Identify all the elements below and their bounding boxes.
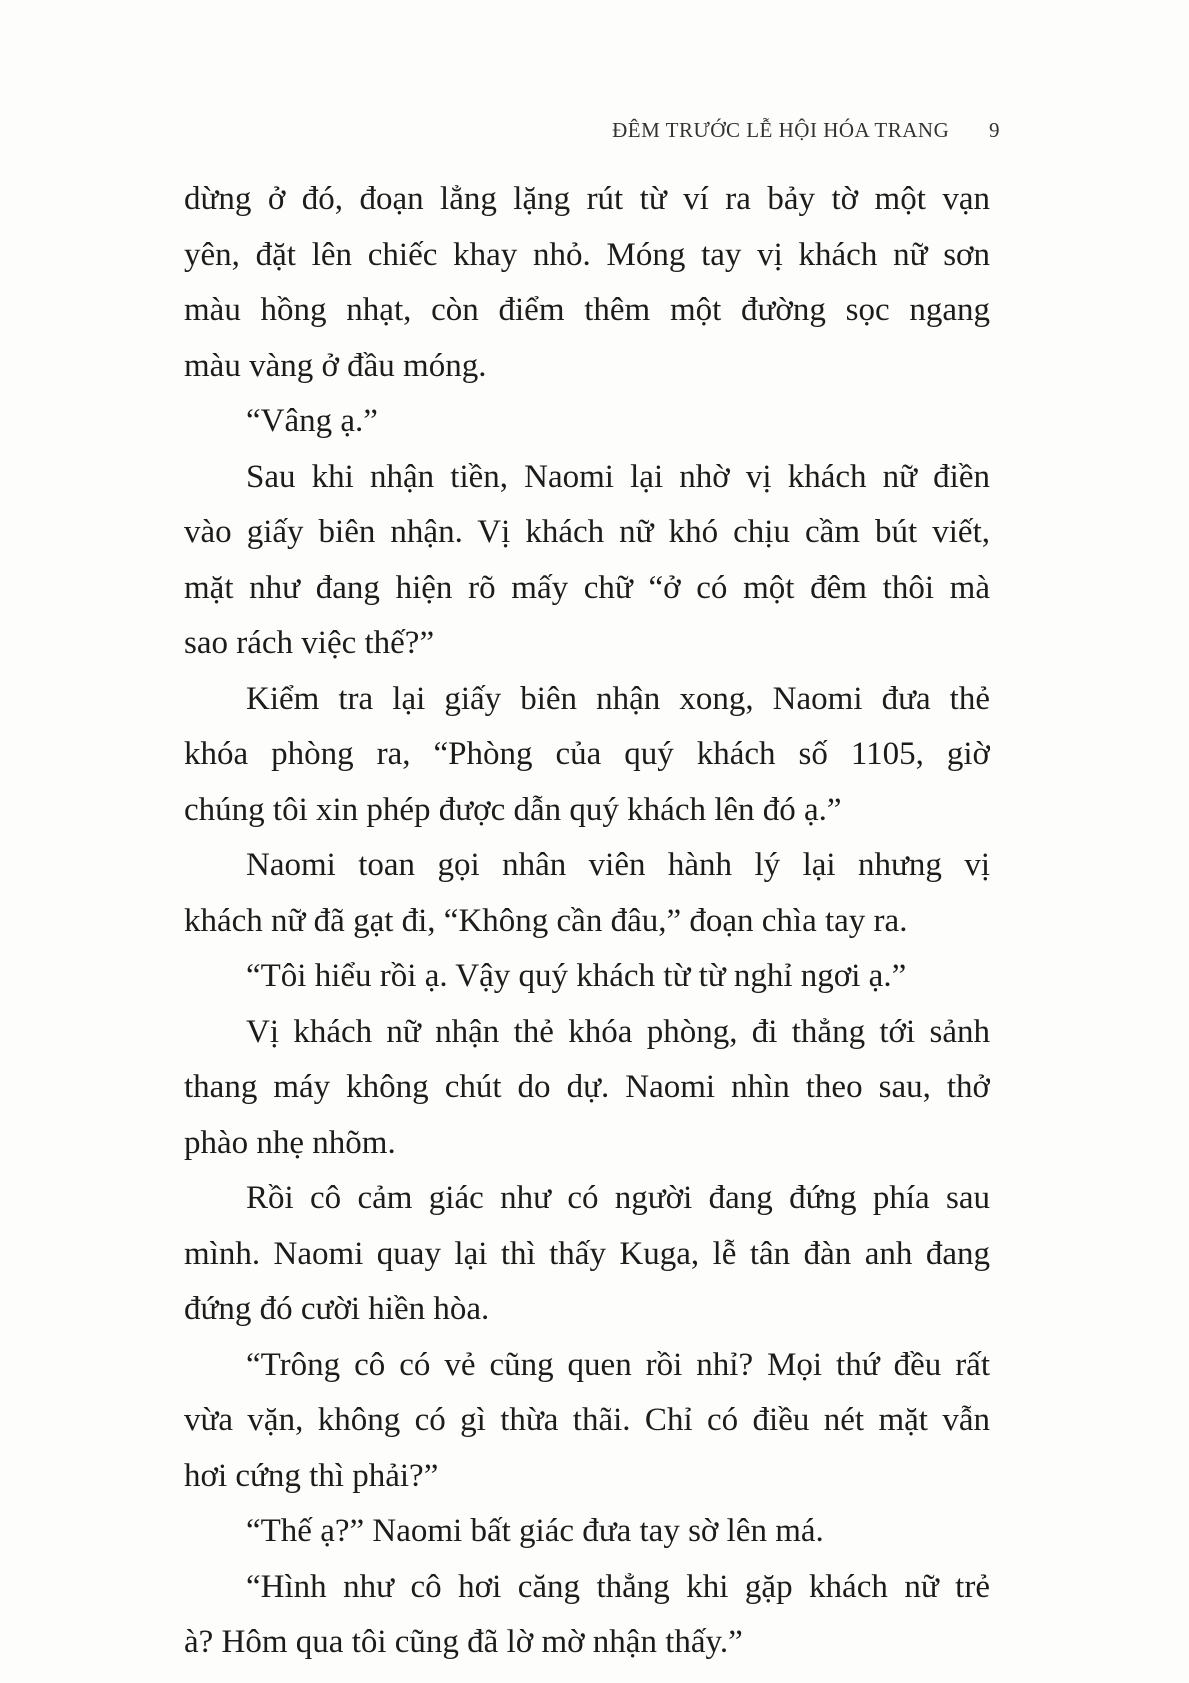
text-line: Kiểm tra lại giấy biên nhận xong, Naomi đưa thẻ — [246, 680, 990, 717]
text-line: phào nhẹ nhõm. — [184, 1124, 396, 1161]
text-line: Naomi toan gọi nhân viên hành lý lại nhưng vị — [246, 847, 990, 883]
text-line: mặt như đang hiện rõ mấy chữ “ở có một đêm thôi mà — [184, 569, 990, 606]
text-line: Vị khách nữ nhận thẻ khóa phòng, đi thẳng tới sảnh — [246, 1013, 990, 1050]
body-text — [184, 172, 990, 1671]
text-line: vừa vặn, không có gì thừa thãi. Chỉ có điều nét mặt vẫn — [184, 1402, 990, 1438]
text-line: hơi cứng thì phải?” — [184, 1457, 439, 1494]
text-line: chúng tôi xin phép được dẫn quý khách lên đó ạ.” — [184, 791, 842, 828]
text-line: Sau khi nhận tiền, Naomi lại nhờ vị khách nữ điền — [246, 458, 990, 495]
text-line: khóa phòng ra, “Phòng của quý khách số 1105, giờ — [184, 736, 990, 772]
text-line: sao rách việc thế?” — [184, 625, 435, 661]
chapter-title: ĐÊM TRƯỚC LỄ HỘI HÓA TRANG — [612, 118, 950, 142]
text-line: “Tôi hiểu rồi ạ. Vậy quý khách từ từ nghỉ ngơi ạ.” — [246, 958, 907, 994]
running-head — [0, 118, 1000, 143]
page-number: 9 — [989, 118, 1000, 142]
text-line: Rồi cô cảm giác như có người đang đứng phía sau — [246, 1180, 990, 1216]
text-line: vào giấy biên nhận. Vị khách nữ khó chịu cầm bút viết, — [184, 514, 990, 550]
text-line: “Vâng ạ.” — [246, 403, 378, 439]
text-line: yên, đặt lên chiếc khay nhỏ. Móng tay vị khách nữ sơn — [184, 236, 990, 273]
text-line: thang máy không chút do dự. Naomi nhìn theo sau, thở — [184, 1069, 990, 1105]
text-line: “Thế ạ?” Naomi bất giác đưa tay sờ lên má. — [246, 1513, 824, 1549]
text-line: à? Hôm qua tôi cũng đã lờ mờ nhận thấy.” — [184, 1624, 743, 1660]
text-line: màu vàng ở đầu móng. — [184, 347, 487, 384]
text-line: đứng đó cười hiền hòa. — [184, 1291, 490, 1327]
text-line: mình. Naomi quay lại thì thấy Kuga, lễ tân đàn anh đang — [184, 1235, 990, 1272]
text-line: “Trông cô có vẻ cũng quen rồi nhỉ? Mọi thứ đều rất — [246, 1346, 990, 1383]
text-line: dừng ở đó, đoạn lẳng lặng rút từ ví ra bảy tờ một vạn — [184, 181, 990, 217]
text-line: màu hồng nhạt, còn điểm thêm một đường sọc ngang — [184, 292, 990, 328]
text-line: khách nữ đã gạt đi, “Không cần đâu,” đoạn chìa tay ra. — [184, 902, 908, 939]
text-line: “Hình như cô hơi căng thẳng khi gặp khách nữ trẻ — [246, 1568, 990, 1605]
